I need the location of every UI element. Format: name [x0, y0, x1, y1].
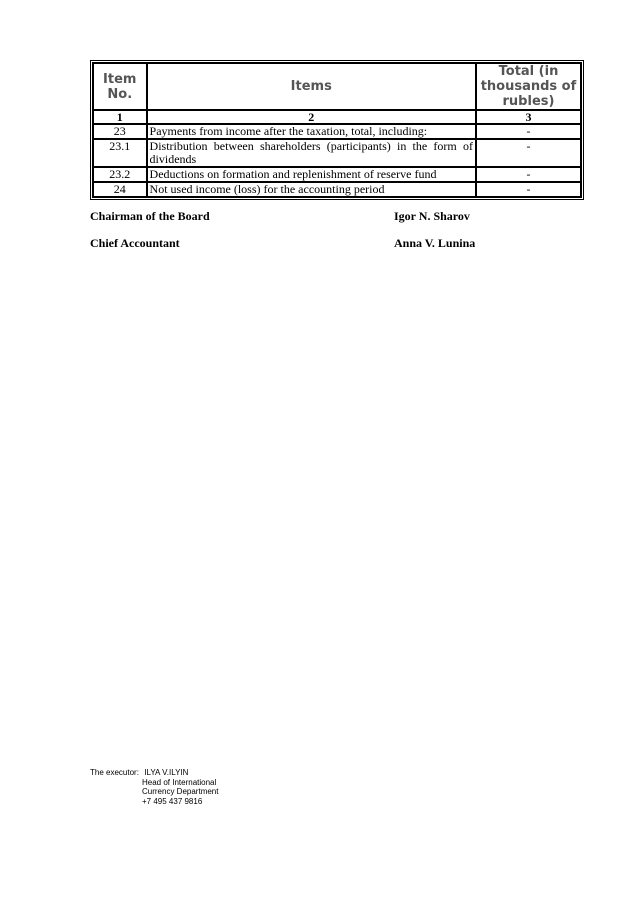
row-total: - — [476, 182, 581, 197]
column-number-1: 1 — [93, 110, 147, 124]
row-total: - — [476, 124, 581, 139]
column-number-row — [93, 110, 581, 124]
column-number-3: 3 — [476, 110, 581, 124]
executor-block — [90, 768, 218, 806]
header-item-no: Item No. — [93, 63, 147, 110]
row-item-text: Payments from income after the taxation, total, including: — [147, 124, 476, 139]
row-item-text: Distribution between shareholders (participants) in the form of dividends — [147, 139, 476, 167]
column-number-2: 2 — [147, 110, 476, 124]
header-items: Items — [147, 63, 476, 110]
executor-name: ILYA V.ILYIN — [144, 768, 189, 777]
executor-position-line2: Currency Department — [142, 787, 219, 796]
header-total: Total (in thousands of rubles) — [476, 63, 581, 110]
executor-label: The executor: — [90, 768, 139, 777]
table-row — [93, 124, 581, 139]
row-item-text: Not used income (loss) for the accounting period — [147, 182, 476, 197]
signature-role-chief-accountant: Chief Accountant — [90, 236, 180, 250]
table-row — [93, 139, 581, 167]
executor-phone: +7 495 437 9816 — [142, 796, 203, 806]
signature-name-chief-accountant: Anna V. Lunina — [394, 236, 476, 250]
signature-role-chairman: Chairman of the Board — [90, 209, 210, 223]
executor-position-line1: Head of International — [142, 777, 217, 787]
table-row — [93, 167, 581, 182]
income-distribution-table — [90, 60, 584, 200]
row-item-no: 23 — [93, 124, 147, 139]
table-header-row — [93, 63, 581, 110]
row-item-no: 23.1 — [93, 139, 147, 167]
row-item-text: Deductions on formation and replenishment of reserve fund — [147, 167, 476, 182]
income-distribution-table-container — [90, 60, 584, 200]
table-row — [93, 182, 581, 197]
row-total: - — [476, 167, 581, 182]
row-total: - — [476, 139, 581, 167]
row-item-no: 23.2 — [93, 167, 147, 182]
row-item-no: 24 — [93, 182, 147, 197]
executor-line — [90, 768, 218, 778]
signature-name-chairman: Igor N. Sharov — [394, 209, 470, 223]
